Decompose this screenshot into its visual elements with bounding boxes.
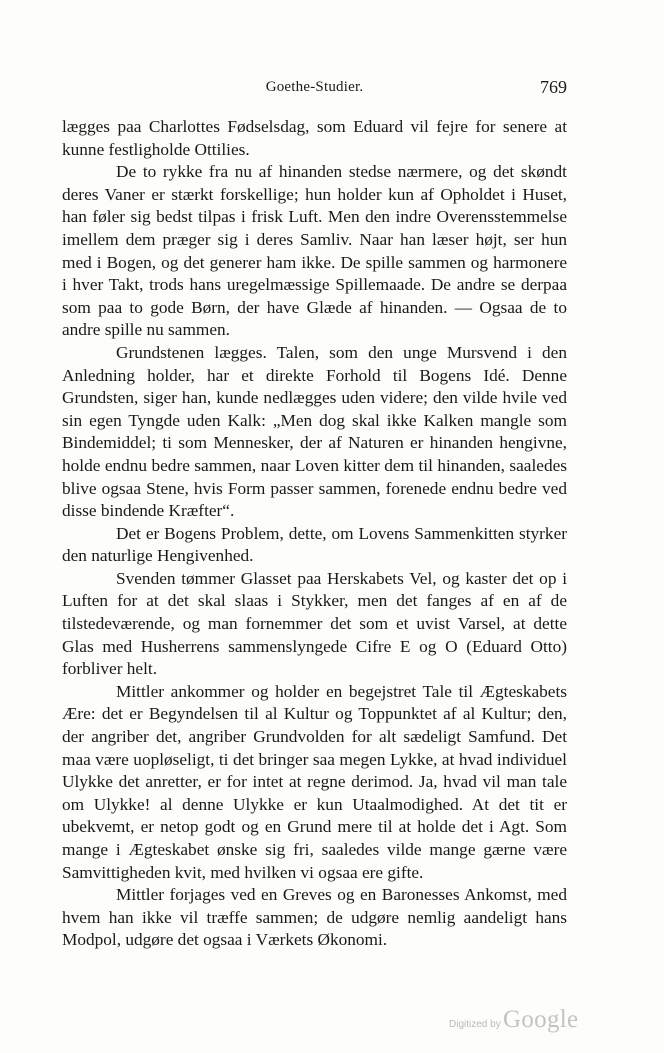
paragraph: Svenden tømmer Glasset paa Herskabets Vel, og kaster det op i Luften for at det skal slaas i Stykker, men det fanges af en af de tilstedeværende, og man fornemmer det som et uvist Varsel, at dette Glas med Husherrens sammenslyngede Cifre E og O (Eduard Otto) forbliver helt. [62, 568, 567, 679]
paragraph: Grundstenen lægges. Talen, som den unge Mursvend i den Anledning holder, har et direkte Forhold til Bogens Idé. Denne Grundsten, siger han, kunde nedlægges uden videre; den vilde hvile ved sin egen Tyngde uden Kalk: „Men dog skal ikke Kalken mangle som Bindemiddel; ti som Mennesker, der af Naturen er hinanden hengivne, holde endnu bedre sammen, naar Loven kitter dem til hinanden, saaledes blive ogsaa Stene, hvis Form passer sammen, forenede endnu bedre ved disse bindende Kræfter“. [62, 342, 567, 521]
running-head [62, 77, 567, 101]
google-logo: Google [503, 1006, 579, 1033]
digitization-watermark [449, 1008, 584, 1042]
paragraph: Mittler ankommer og holder en begejstret Tale til Ægteskabets Ære: det er Begyndelsen til al Kultur og Toppunktet af al Kultur; den, der angriber det, angriber Grundvolden for alt sædeligt Samfund. Det maa være uopløseligt, ti det bringer saa megen Lykke, at hvad individuel Ulykke det anretter, er for intet at regne derimod. Ja, hvad vil man tale om Ulykke! al denne Ulykke er kun Utaalmodighed. At det tit er ubekvemt, er netop godt og en Grund mere til at holde det i Agt. Som mange i Ægteskabet ønske sig fri, saaledes vilde mange gærne være Samvittigheden kvit, med hvilken vi ogsaa ere gifte. [62, 681, 567, 882]
paragraph-continuation: lægges paa Charlottes Fødselsdag, som Eduard vil fejre for senere at kunne festligholde Ottilies. [62, 117, 567, 159]
body-text [62, 116, 567, 952]
page-number: 769 [540, 77, 567, 97]
running-title: Goethe-Studier. [265, 79, 364, 95]
paragraph: Mittler forjages ved en Greves og en Baronesses Ankomst, med hvem han ikke vil træffe sammen; de udgøre nemlig aandeligt hans Modpol, udgøre det ogsaa i Værkets Økonomi. [62, 885, 567, 950]
watermark-prefix: Digitized by [449, 1019, 501, 1030]
paragraph: Det er Bogens Problem, dette, om Lovens Sammenkitten styrker den naturlige Hengivenhed. [62, 523, 567, 566]
paragraph: De to rykke fra nu af hinanden stedse nærmere, og det skøndt deres Vaner er stærkt forskellige; hun holder kun af Opholdet i Huset, han føler sig bedst tilpas i frisk Luft. Men den indre Overensstemmelse imellem dem præger sig i deres Samliv. Naar han læser højt, ser hun med i Bogen, og det generer ham ikke. De spille sammen og harmonere i hver Takt, trods hans uregelmæssige Spillemaade. De andre se derpaa som paa to gode Børn, der have Glæde af hinanden. — Ogsaa de to andre spille nu sammen. [62, 162, 567, 340]
